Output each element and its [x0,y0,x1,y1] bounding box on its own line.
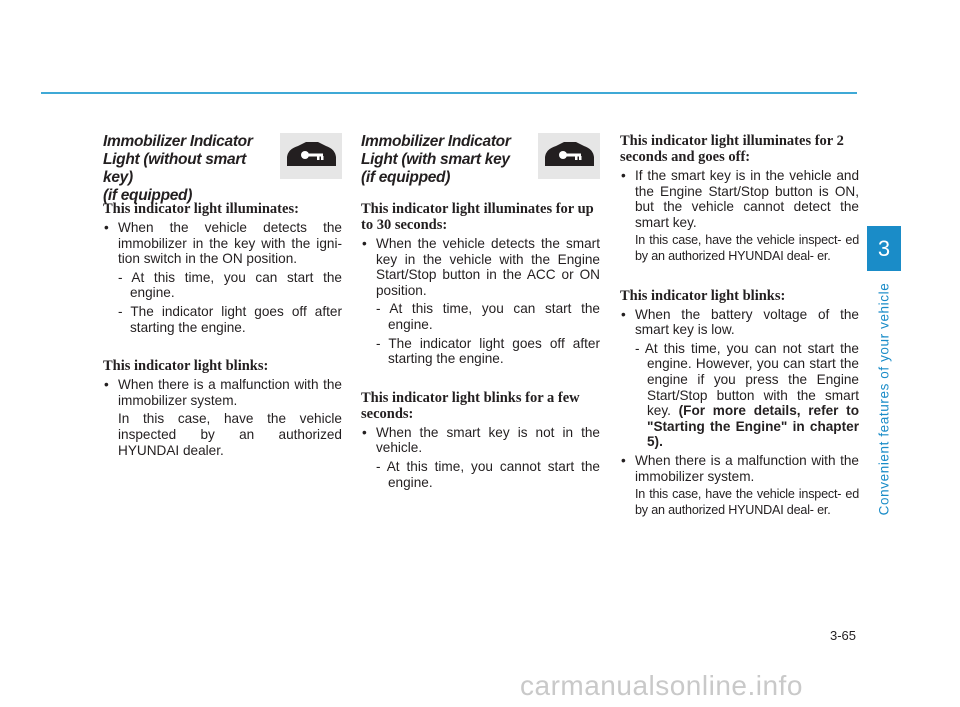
car-key-icon [280,133,342,179]
section-title: Immobilizer Indicator Light (without smart key) (if equipped) [103,133,253,204]
note-text: In this case, have the vehicle inspect- ed by an authorized HYUNDAI deal- er. [635,233,859,263]
top-rule [41,92,857,94]
bullet-item: • When the vehicle detects the immobilizer in the key with the igni- tion switch in the ON position. [103,220,342,267]
chapter-title: Convenient features of your vehicle [876,282,892,516]
sub-item: - At this time, you can not start the engine. However, you can start the engine if you press the Engine Start/Stop button with the smart key. (For more details, refer to "Starting the Engine" in chapter 5). [635,340,859,450]
subheading: This indicator light illuminates: [103,201,299,217]
sub-item: - At this time, you cannot start the engine. [376,458,600,490]
section-title: Immobilizer Indicator Light (with smart key (if equipped) [361,133,511,186]
sub-item: - The indicator light goes off after starting the engine. [376,335,600,367]
bullet-item: • When there is a malfunction with the immobilizer system. [620,453,859,484]
section-header [361,133,600,201]
sub-item: - The indicator light goes off after starting the engine. [118,303,342,335]
note-text: In this case, have the vehicle inspect- ed by an authorized HYUNDAI deal- er. [635,487,859,517]
subheading: This indicator light blinks: [103,358,269,375]
column-smart-key-indicator [620,133,859,521]
subheading: This indicator light illuminates for 2 seconds and goes off: [620,133,844,165]
subheading: This indicator light blinks: [620,287,786,304]
bullet-item: • When the smart key is not in the vehicle. [361,425,600,456]
page-number: 3-65 [829,628,856,643]
subheading: This indicator light illuminates for up to 30 seconds: [361,201,594,233]
watermark: carmanualsonline.info [520,670,803,701]
cross-reference: (For more details, refer to "Starting the Engine" in chapter 5). [647,403,859,450]
sub-item: - At this time, you can start the engine. [376,301,600,332]
bullet-item: • When the battery voltage of the smart key is low. [620,307,859,338]
column-immobilizer-without-smart-key [103,133,342,461]
bullet-item: • When there is a malfunction with the immobilizer system. [103,377,342,408]
sub-item: - At this time, you can start the engine. [118,269,342,301]
bullet-item: • When the vehicle detects the smart key in the vehicle with the Engine Start/Stop button in the ACC or ON position. [361,236,600,298]
bullet-item: • If the smart key is in the vehicle and the Engine Start/Stop button is ON, but the vehicle cannot detect the smart key. [620,168,859,230]
column-immobilizer-with-smart-key [361,133,600,493]
note-text: In this case, have the vehicle inspected by an authorized HYUNDAI dealer. [118,411,342,458]
car-key-icon [538,133,600,179]
section-header [103,133,342,204]
subheading: This indicator light blinks for a few seconds: [361,389,580,422]
chapter-tab: 3 [867,226,901,271]
